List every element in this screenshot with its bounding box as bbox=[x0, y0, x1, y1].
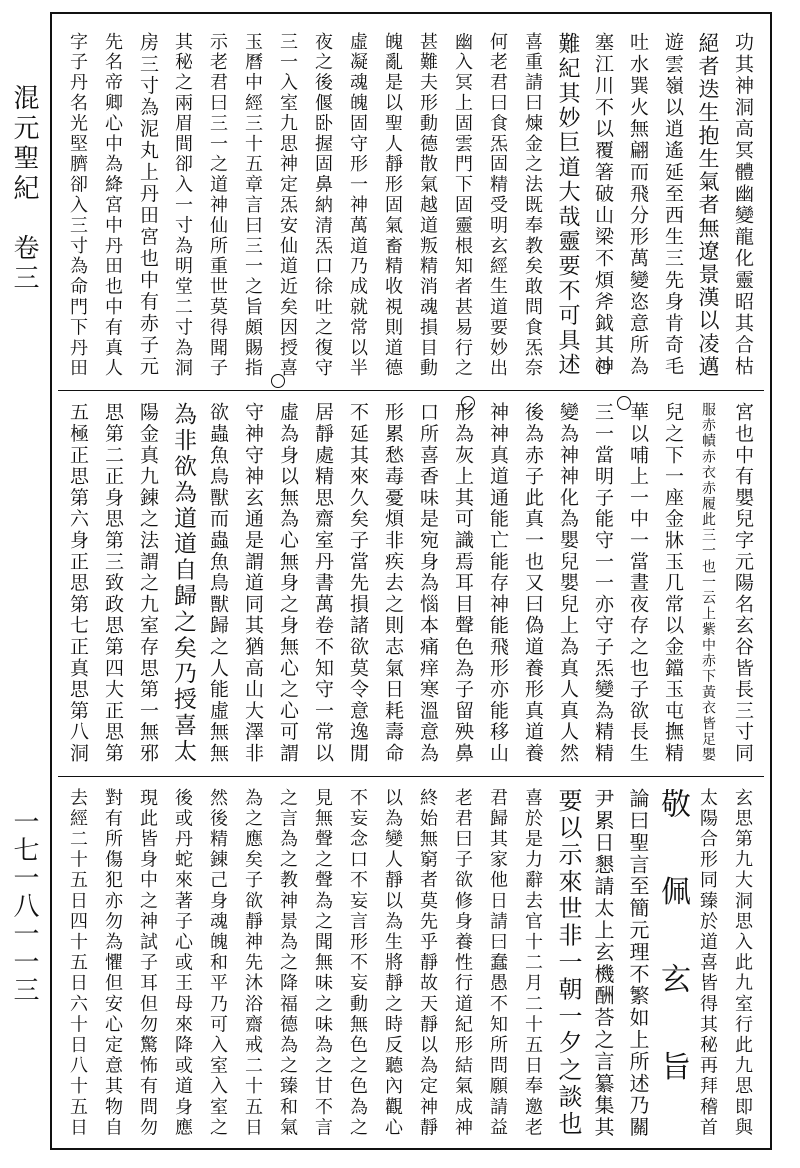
text-column: 塞江川不以覆箸破山梁不煩斧鉞其神 bbox=[592, 32, 614, 378]
text-column: 形為灰上其可識焉耳目聲色為子留殃鼻 bbox=[452, 402, 474, 765]
text-column: 君歸其家他日請曰蠢愚不知所問願請益 bbox=[487, 788, 508, 1139]
text-column: 思第二正身思第三致政思第四大正思第 bbox=[102, 402, 124, 765]
text-column: 虛凝魂魄固守形一神萬道乃成就常以半 bbox=[347, 32, 368, 379]
text-column: 喜重請曰煉金之法既奉教矣敢問食炁奈 bbox=[522, 32, 543, 379]
text-column: 見無聲之聲為之聞無味之味為之甘不言 bbox=[312, 788, 333, 1139]
text-column: 功其神洞高冥體幽變龍化靈昭其合枯 bbox=[732, 32, 754, 378]
text-column: 玉曆中經三十五章言曰三一之旨頗賜指 bbox=[242, 32, 263, 379]
text-column: 守神守神玄通是謂道同其猶高山大澤非 bbox=[242, 402, 264, 765]
text-column: 絕者迭生抱生氣者無遼景漢以凌邁 bbox=[696, 32, 720, 379]
register-middle bbox=[58, 390, 764, 776]
text-column: 幽入冥上固雲門下固靈根知者甚易行之 bbox=[452, 32, 473, 379]
text-column: 魄亂是以聖人靜形固氣畜精收視則道德 bbox=[382, 32, 403, 379]
text-column: 服赤幘赤衣赤履此三一也一云上紫中赤下黃衣皆足嬰 bbox=[700, 402, 716, 764]
text-column: 後為赤子此真一也又曰偽道養形真道養 bbox=[522, 402, 544, 765]
text-column: 不延其來久矣子當先損諸欲莫令意逸閒 bbox=[347, 402, 369, 765]
text-column: 論曰聖言至簡元理不繁如上所述乃關 bbox=[626, 788, 650, 1139]
margin-book-title: 混元聖紀 卷三 bbox=[9, 84, 39, 294]
text-column: 甚難夫形動德散氣越道叛精消魂損目動 bbox=[417, 32, 438, 379]
text-column: 之言為之教神景為之降福德為之臻和氣 bbox=[277, 788, 298, 1139]
text-column: 然後精錬己身魂魄和平乃可入室入室之 bbox=[207, 788, 228, 1139]
text-column: 三一入室九思神定炁安仙道近矣因授喜 bbox=[277, 32, 298, 379]
text-column: 遊雲嶺以逍遙延至西生三先身肯奇毛 bbox=[662, 32, 684, 378]
text-column: 房三寸為泥丸上丹田宮也中有赤子元 bbox=[137, 32, 159, 378]
margin-page-number: 一七一八一一三 bbox=[9, 808, 39, 1004]
section-circle-mark bbox=[617, 396, 631, 410]
text-column: 何老君曰食炁固精受明玄經生道要妙出 bbox=[487, 32, 508, 379]
text-column: 老君曰子欲修身養性行道紀形結氣成神 bbox=[452, 788, 473, 1139]
text-column: 玄思第九大洞思入此九室行此九思即與 bbox=[732, 788, 753, 1139]
text-column: 後或丹蛇來著子心或王母來降或道身應 bbox=[172, 788, 193, 1139]
text-column: 陽金真九錬之法謂之九室存思第一無邪 bbox=[137, 402, 159, 765]
text-column: 其秘之兩眉間卻入一寸為明堂二寸為洞 bbox=[172, 32, 193, 379]
text-column: 敬佩玄旨 bbox=[655, 788, 690, 1138]
text-column: 喜於是力辭去官十二月二十五日奉邀老 bbox=[522, 788, 543, 1139]
text-column: 神神真道通能亡能存神能飛形亦能移山 bbox=[487, 402, 509, 765]
text-column: 為之應矣子欲靜神先沐浴齋戒二十五日 bbox=[242, 788, 263, 1139]
text-column: 字子丹名光堅臍卻入三寸為命門下丹田 bbox=[67, 32, 88, 379]
register-top bbox=[58, 20, 764, 390]
text-column: 以為變人靜以為生將靜之時反聽內觀心 bbox=[382, 788, 403, 1139]
text-column: 去經二十五日四十五日六十日八十五日 bbox=[67, 788, 88, 1139]
text-column: 不妄念口不妄言形不妄動無色之色為之 bbox=[347, 788, 368, 1139]
text-column: 變為神神化為嬰兒嬰兒上為真人真人然 bbox=[557, 402, 579, 765]
text-column: 口所喜香味是宛身為惱本痛痒寒溫意為 bbox=[417, 402, 439, 765]
section-circle-mark bbox=[461, 396, 475, 410]
register-bottom bbox=[58, 776, 764, 1150]
text-column: 對有所傷犯亦勿為懼但安心定意其物自 bbox=[102, 788, 123, 1139]
text-column: 太陽合形同臻於道喜皆得其秘再拜稽首 bbox=[697, 788, 718, 1139]
text-column: 五極正思第六身正思第七正真思第八洞 bbox=[67, 402, 89, 765]
text-column: 兒之下一座金牀玉几常以金鐺玉屯撫精 bbox=[662, 402, 684, 765]
text-column: 宮也中有嬰兒字元陽名玄谷皆長三寸同 bbox=[732, 402, 754, 765]
text-column: 尹累日懇請太上玄機酬荅之言纂集其 bbox=[591, 788, 615, 1139]
text-column: 形累愁毒憂煩非疾去之則志氣日耗壽命 bbox=[382, 402, 404, 765]
text-column: 三一當明子能守一一亦守子炁變為精精 bbox=[592, 402, 614, 765]
text-column: 居靜處精思齋室丹書萬卷不知守一常以 bbox=[312, 402, 334, 765]
section-circle-mark bbox=[271, 374, 285, 388]
text-column: 吐水巽火無翩而飛分形萬變恣意所為 bbox=[627, 32, 649, 378]
text-column: 華以哺上一中一當晝夜存之也子欲長生 bbox=[627, 402, 649, 765]
section-circle-mark bbox=[596, 360, 610, 374]
text-column: 示老君曰三一之道神仙所重世莫得聞子 bbox=[207, 32, 228, 379]
text-column: 現此皆身中之神試子耳但勿驚怖有問勿 bbox=[137, 788, 158, 1139]
text-column: 難紀其妙巨道大哉靈要不可具述 bbox=[555, 32, 580, 378]
text-column: 終始無窮者莫先乎靜故天靜以為定神靜 bbox=[417, 788, 438, 1139]
text-column: 先名帝卿心中為絳宮中丹田也中有真人 bbox=[102, 32, 123, 379]
text-column: 為非欲為道道自歸之矣乃授喜太 bbox=[170, 402, 196, 765]
text-column: 欲蟲魚鳥獸而蟲魚鳥獸歸之人能虛無無 bbox=[207, 402, 229, 765]
text-column: 要以示來世非一朝一夕之談也 bbox=[554, 788, 582, 1138]
text-column: 夜之後偃卧握固鼻納清炁口徐吐之復守 bbox=[312, 32, 333, 379]
text-column: 虛為身以無為心無身之身無心之心可謂 bbox=[277, 402, 299, 765]
